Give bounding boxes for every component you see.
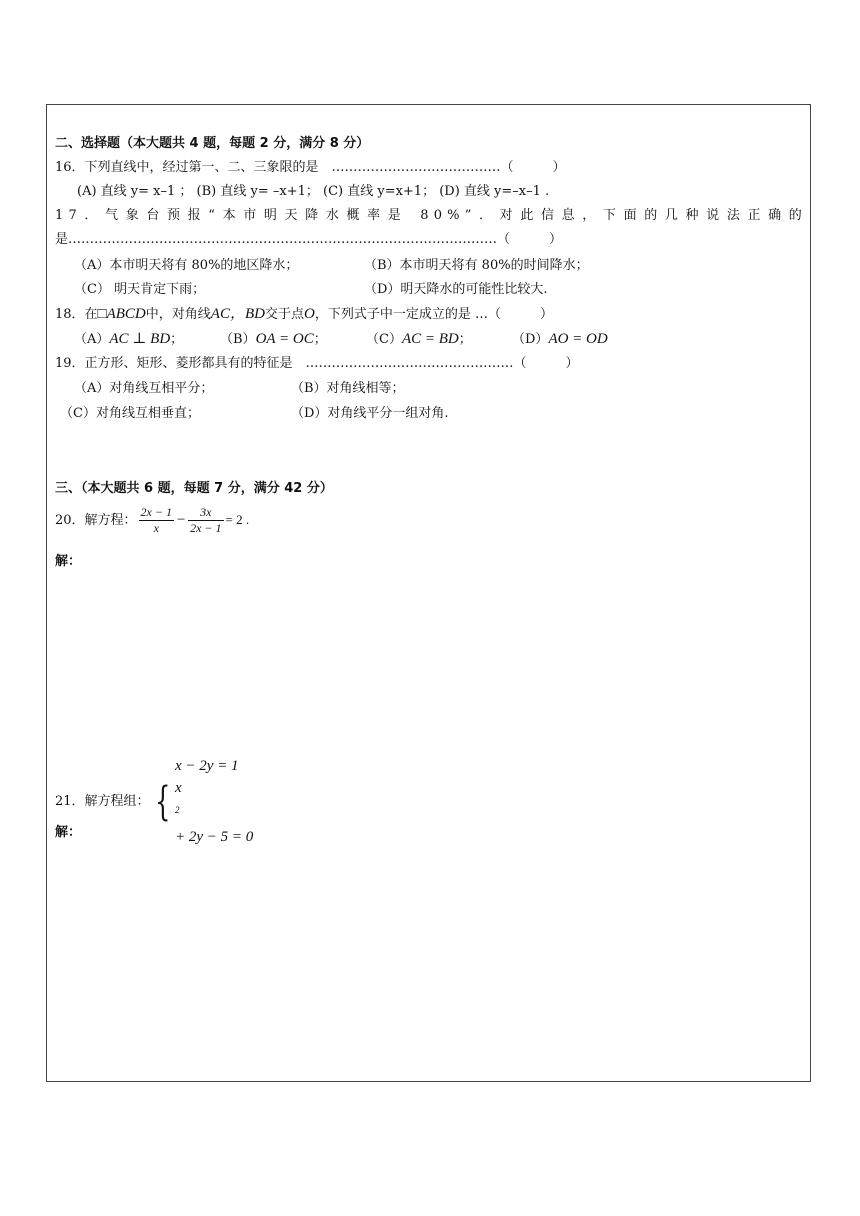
q21-equation-2-rest: + 2y − 5 = 0 [175, 829, 254, 845]
q21-equation-2-exponent: 2 [175, 805, 180, 815]
q17-stem-line1: 17．气象台预报“本市明天降水概率是 80%”．对此信息，下面的几种说法正确的 [55, 208, 807, 223]
q16-options: (A) 直线 y= x–1 ； (B) 直线 y= –x+1； (C) 直线 y=x+1； (D) 直线 y=–x–1 . [77, 184, 550, 199]
q20-rhs: = 2 . [225, 512, 250, 527]
q20-prefix: 20．解方程： [55, 513, 137, 528]
q18-point: O [303, 306, 315, 322]
q17-stem-line2: 是………………………………………………………………………………………（ ） [55, 232, 563, 247]
q19-option-a: （A）对角线互相平分； [74, 381, 214, 396]
q18-option-b-sep: ； [313, 332, 327, 347]
q21-equations [175, 755, 253, 848]
q21-answer-label: 解： [55, 825, 82, 840]
q21-system [55, 755, 253, 848]
q21-brace: { [154, 778, 170, 825]
q18-option-d-label: （D） [512, 332, 549, 347]
q17-option-d: （D）明天降水的可能性比较大. [364, 282, 548, 297]
q18-option-a [74, 331, 183, 348]
q18-option-b-label: （B） [220, 332, 256, 347]
q21-prefix: 21．解方程组： [55, 794, 150, 809]
q18-option-c [366, 331, 472, 348]
q20-equation [55, 503, 249, 538]
q19-stem: 19．正方形、矩形、菱形都具有的特征是 …………………………………………（ ） [55, 356, 579, 371]
q18-option-b-expr: OA = OC [255, 331, 314, 347]
section-three-title: 三、（本大题共 6 题，每题 7 分，满分 42 分） [55, 481, 333, 496]
q20-fraction-2 [188, 505, 223, 536]
q18-option-d [512, 331, 608, 348]
q20-minus: − [175, 512, 187, 528]
q21-equation-2 [175, 777, 253, 848]
q20-answer-label: 解： [55, 554, 82, 569]
q18-option-d-expr: AO = OD [548, 331, 608, 347]
q20-fraction-2-numerator: 3x [188, 505, 223, 521]
q18-parallelogram: □ABCD [97, 306, 146, 322]
q18-stem-prefix: 18．在 [55, 307, 98, 322]
q18-diagonals: AC，BD [210, 306, 265, 322]
q20-fraction-1-denominator: x [153, 521, 159, 535]
q18-option-a-label: （A） [74, 332, 110, 347]
q18-option-a-sep: ； [170, 332, 184, 347]
q21-equation-1: x − 2y = 1 [175, 758, 239, 774]
q18-stem-mid2: 交于点 [264, 307, 304, 322]
q19-option-b: （B）对角线相等； [291, 381, 405, 396]
q17-option-b: （B）本市明天将有 80%的时间降水； [364, 258, 589, 273]
q18-stem-mid: 中，对角线 [145, 307, 211, 322]
q20-fraction-1-numerator: 2x − 1 [140, 505, 172, 519]
q17-option-a: （A）本市明天将有 80%的地区降水； [74, 258, 299, 273]
exam-frame [46, 104, 811, 1082]
q18-option-c-expr: AC = BD [401, 331, 459, 347]
q19-option-d: （D）对角线平分一组对角. [291, 406, 449, 421]
q18-option-c-label: （C） [366, 332, 402, 347]
section-two-title: 二、选择题（本大题共 4 题，每题 2 分，满分 8 分） [55, 136, 370, 151]
q16-stem: 16．下列直线中，经过第一、二、三象限的是 …………………………………（ ） [55, 160, 566, 175]
q18-option-a-expr: AC ⊥ BD [109, 331, 171, 347]
q18-option-b [220, 331, 327, 348]
q17-option-c: （C） 明天肯定下雨； [74, 282, 206, 297]
q20-fraction-1 [139, 505, 174, 536]
q21-equation-2-base: x [175, 780, 182, 796]
q20-fraction-2-denominator: 2x − 1 [190, 521, 222, 535]
q18-stem [55, 306, 553, 323]
q19-option-c: （C）对角线互相垂直； [60, 406, 200, 421]
q18-option-c-sep: ； [458, 332, 472, 347]
q18-stem-suffix: ，下列式子中一定成立的是 …（ ） [314, 307, 553, 322]
